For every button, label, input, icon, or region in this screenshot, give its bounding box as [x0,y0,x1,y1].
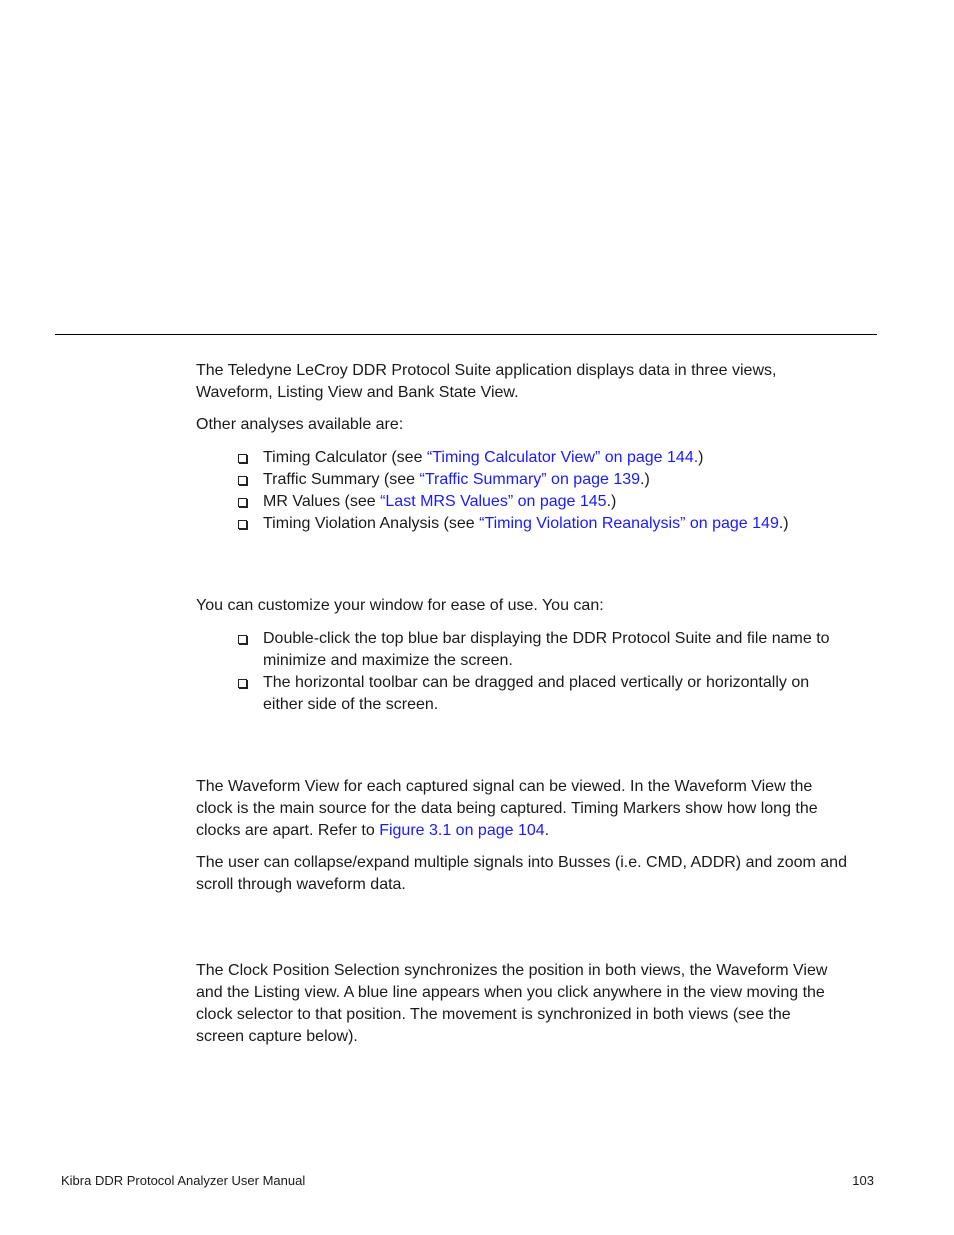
analyses-lead: Other analyses available are: [196,416,404,433]
busses-paragraph: The user can collapse/expand multiple signals into Busses (i.e. CMD, ADDR) and zoom and scroll through waveform data. [196,854,847,893]
checkbox-bullet-icon [238,476,247,485]
customize-lead: You can customize your window for ease of use. You can: [196,597,604,614]
checkbox-bullet-icon [238,679,247,688]
cross-reference-link[interactable]: “Timing Violation Reanalysis” on page 149 [479,515,779,532]
checkbox-bullet-icon [238,520,247,529]
cross-reference-link[interactable]: “Timing Calculator View” on page 144. [426,449,699,466]
customize-list [196,628,876,716]
list-item: MR Values (see “Last MRS Values” on page 145.) [196,491,876,513]
section-divider [55,334,877,335]
clock-position-paragraph: The Clock Position Selection synchronizes the position in both views, the Waveform View and the Listing view. A blue line appears when you click anywhere in the view moving the clock selector to that position. The movement is synchronized in both views (see the screen capture below). [196,962,828,1045]
figure-reference-link[interactable]: Figure 3.1 on page 104 [379,822,545,839]
waveform-paragraph: The Waveform View for each captured signal can be viewed. In the Waveform View the clock is the main source for the data being captured. Timing Markers show how long the clocks are apart. Refer to Figure 3.1 on page 104. [196,778,818,839]
list-item: The horizontal toolbar can be dragged and placed vertically or horizontally on either side of the screen. [196,672,876,716]
checkbox-bullet-icon [238,635,247,644]
list-item: Timing Calculator (see “Timing Calculator View” on page 144.) [196,447,876,469]
list-item: Traffic Summary (see “Traffic Summary” on page 139.) [196,469,876,491]
intro-paragraph [196,360,876,404]
footer-title: Kibra DDR Protocol Analyzer User Manual [61,1173,306,1188]
list-item: Double-click the top blue bar displaying the DDR Protocol Suite and file name to minimize and maximize the screen. [196,628,876,672]
checkbox-bullet-icon [238,454,247,463]
page-number: 103 [852,1173,874,1188]
cross-reference-link[interactable]: “Traffic Summary” on page 139 [419,471,641,488]
list-item: Timing Violation Analysis (see “Timing Violation Reanalysis” on page 149.) [196,513,876,535]
checkbox-bullet-icon [238,498,247,507]
cross-reference-link[interactable]: “Last MRS Values” on page 145 [380,493,607,510]
intro-line: The Teledyne LeCroy DDR Protocol Suite application displays data in three views, [196,362,777,379]
intro-line: Waveform, Listing View and Bank State View. [196,384,519,401]
analyses-list [196,447,876,535]
